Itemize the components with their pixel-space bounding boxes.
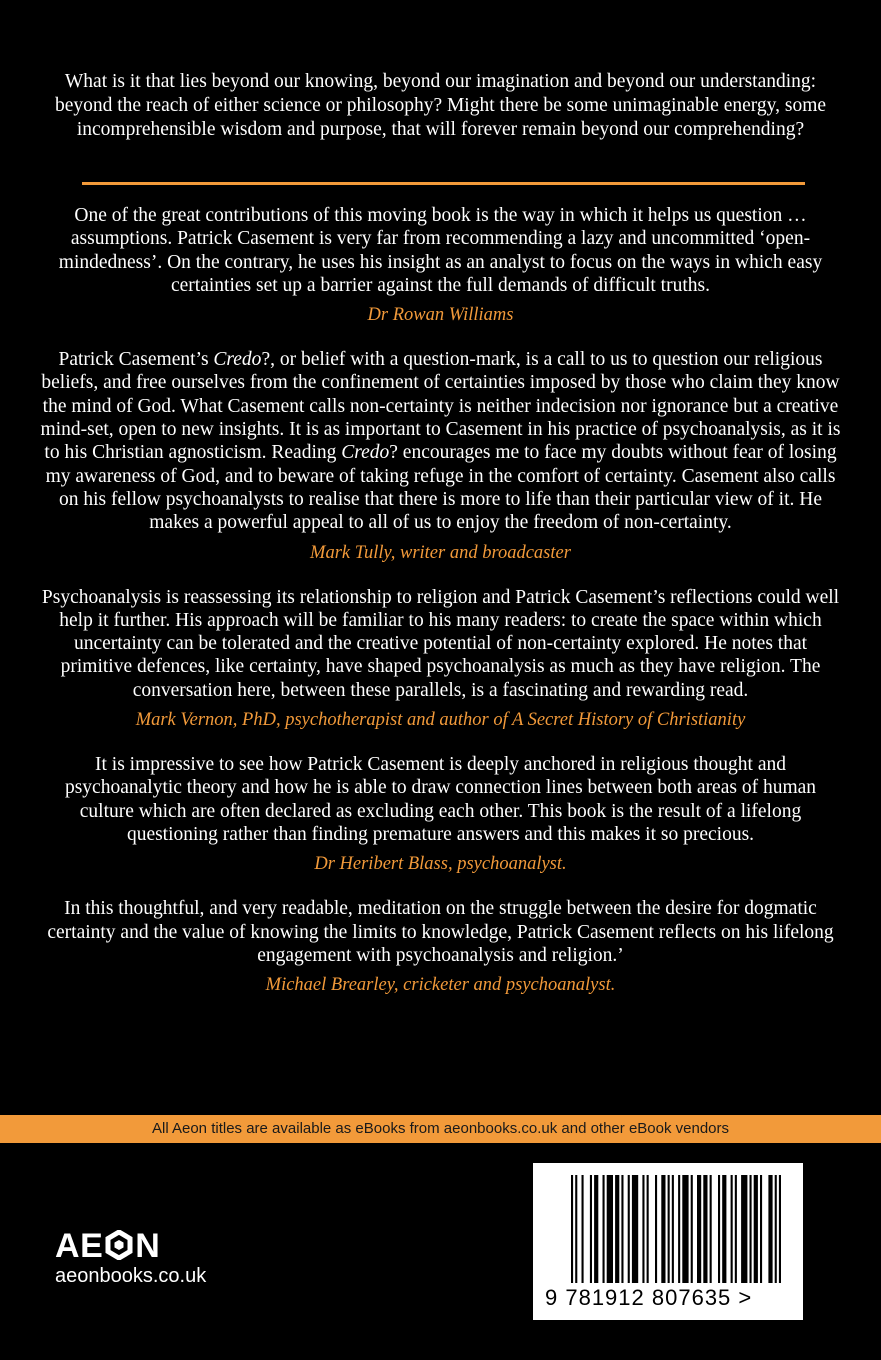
barcode-bar bbox=[571, 1175, 573, 1283]
barcode-bar bbox=[582, 1175, 584, 1283]
barcode-bar bbox=[655, 1175, 657, 1283]
orange-divider bbox=[82, 182, 805, 185]
review-1 bbox=[40, 204, 841, 326]
barcode-bar bbox=[760, 1175, 762, 1283]
barcode-bar bbox=[621, 1175, 623, 1283]
barcode-bar bbox=[691, 1175, 693, 1283]
review-text-part: Patrick Casement’s bbox=[58, 349, 214, 371]
barcode-bar bbox=[647, 1175, 649, 1283]
review-text-part: ?, or belief with a question-mark, is a call to us to question our religious beliefs, and free ourselves from the confinement of certainties imposed by those who claim they know the mind of God. What Casement calls non-certainty is neither indecision nor ignorance but a creative mind-set, open to new insights. It is as important to Casement in his practice of psychoanalysis, as it is to his Christian agnosticism. Reading bbox=[40, 349, 841, 464]
barcode-bar bbox=[632, 1175, 638, 1283]
review-text: It is impressive to see how Patrick Casement is deeply anchored in religious thought and psychoanalytic theory and how he is able to draw connection lines between both areas of human culture which are often declared as excluding each other. This book is the result of a lifelong questioning rather than finding premature answers and this makes it so precious. bbox=[64, 754, 817, 845]
book-title: Credo bbox=[341, 442, 390, 464]
barcode-bar bbox=[682, 1175, 688, 1283]
review-2 bbox=[40, 348, 841, 563]
review-attribution: Mark Tully, writer and broadcaster bbox=[310, 542, 571, 563]
barcode-bar bbox=[628, 1175, 630, 1283]
review-3 bbox=[40, 586, 841, 731]
book-title: Credo bbox=[213, 349, 262, 371]
review-4 bbox=[40, 753, 841, 875]
aeon-logo bbox=[55, 1228, 160, 1267]
barcode-bar bbox=[768, 1175, 772, 1283]
review-list bbox=[40, 204, 841, 1018]
review-text: In this thoughtful, and very readable, meditation on the struggle between the desire for dogmatic certainty and the value of knowing the limits to knowledge, Patrick Casement reflects on his lifelong engagement with psychoanalysis and religion.’ bbox=[47, 898, 834, 966]
barcode-bar bbox=[672, 1175, 674, 1283]
barcode-bar bbox=[603, 1175, 605, 1283]
intro-paragraph: What is it that lies beyond our knowing, beyond our imagination and beyond our understanding: beyond the reach of either science or philosophy? Might there be some unimaginable energy, some incomprehensible wisdom and purpose, that will forever remain beyond our comprehending? bbox=[54, 71, 827, 140]
barcode-bar bbox=[607, 1175, 613, 1283]
barcode-bar bbox=[678, 1175, 680, 1283]
barcode-bar bbox=[594, 1175, 598, 1283]
logo-letter: N bbox=[135, 1227, 161, 1265]
barcode-bar bbox=[750, 1175, 752, 1283]
barcode-bar bbox=[590, 1175, 592, 1283]
barcode-bar bbox=[754, 1175, 758, 1283]
barcode-bar bbox=[710, 1175, 712, 1283]
review-attribution: Michael Brearley, cricketer and psychoanalyst. bbox=[265, 975, 616, 996]
review-text: Psychoanalysis is reassessing its relationship to religion and Patrick Casement’s reflections could well help it further. His approach will be familiar to his many readers: to create the space within which uncertainty can be tolerated and the creative potential of non-certainty explored. He notes that primitive defences, like certainty, have shaped psychoanalysis as much as they have religion. The conversation here, between these parallels, is a fascinating and rewarding read. bbox=[41, 586, 840, 701]
barcode-bar bbox=[722, 1175, 726, 1283]
barcode-bar bbox=[703, 1175, 707, 1283]
publisher-website: aeonbooks.co.uk bbox=[55, 1265, 207, 1287]
isbn-barcode bbox=[533, 1163, 803, 1320]
barcode-bar bbox=[775, 1175, 777, 1283]
review-attribution: Dr Rowan Williams bbox=[367, 305, 514, 326]
barcode-bar bbox=[731, 1175, 733, 1283]
barcode-bar bbox=[779, 1175, 781, 1283]
logo-letter: E bbox=[80, 1227, 104, 1265]
review-5 bbox=[40, 897, 841, 996]
review-text bbox=[40, 348, 841, 534]
barcode-bar bbox=[735, 1175, 737, 1283]
hexagon-o-icon bbox=[104, 1230, 134, 1267]
barcode-bar bbox=[718, 1175, 720, 1283]
barcode-bar bbox=[575, 1175, 577, 1283]
logo-letter: A bbox=[55, 1227, 81, 1265]
review-attribution: Dr Heribert Blass, psychoanalyst. bbox=[314, 854, 567, 875]
ebook-availability-band: All Aeon titles are available as eBooks from aeonbooks.co.uk and other eBook vendors bbox=[0, 1115, 881, 1143]
barcode-bar bbox=[668, 1175, 670, 1283]
barcode-bar bbox=[642, 1175, 644, 1283]
review-attribution: Mark Vernon, PhD, psychotherapist and author of A Secret History of Christianity bbox=[135, 710, 746, 731]
review-text-part: ? encourages me to face my doubts without fear of losing my awareness of God, and to beware of taking refuge in the comfort of certainty. Casement also calls on his fellow psychoanalysts to realise that there is more to life than their particular view of it. He makes a powerful appeal to all of us to enjoy the freedom of non-certainty. bbox=[45, 442, 837, 534]
barcode-bar bbox=[741, 1175, 747, 1283]
barcode-bars bbox=[533, 1163, 803, 1288]
barcode-bar bbox=[661, 1175, 665, 1283]
barcode-bar bbox=[615, 1175, 619, 1283]
isbn-digits: 9 781912 807635 > bbox=[545, 1285, 753, 1310]
barcode-bar bbox=[697, 1175, 701, 1283]
review-text: One of the great contributions of this moving book is the way in which it helps us question … assumptions. Patrick Casement is very far from recommending a lazy and uncommitted ‘open-mindedness’. On the contrary, he uses his insight as an analyst to focus on the ways in which easy certainties set up a barrier against the full demands of difficult truths. bbox=[58, 205, 823, 296]
